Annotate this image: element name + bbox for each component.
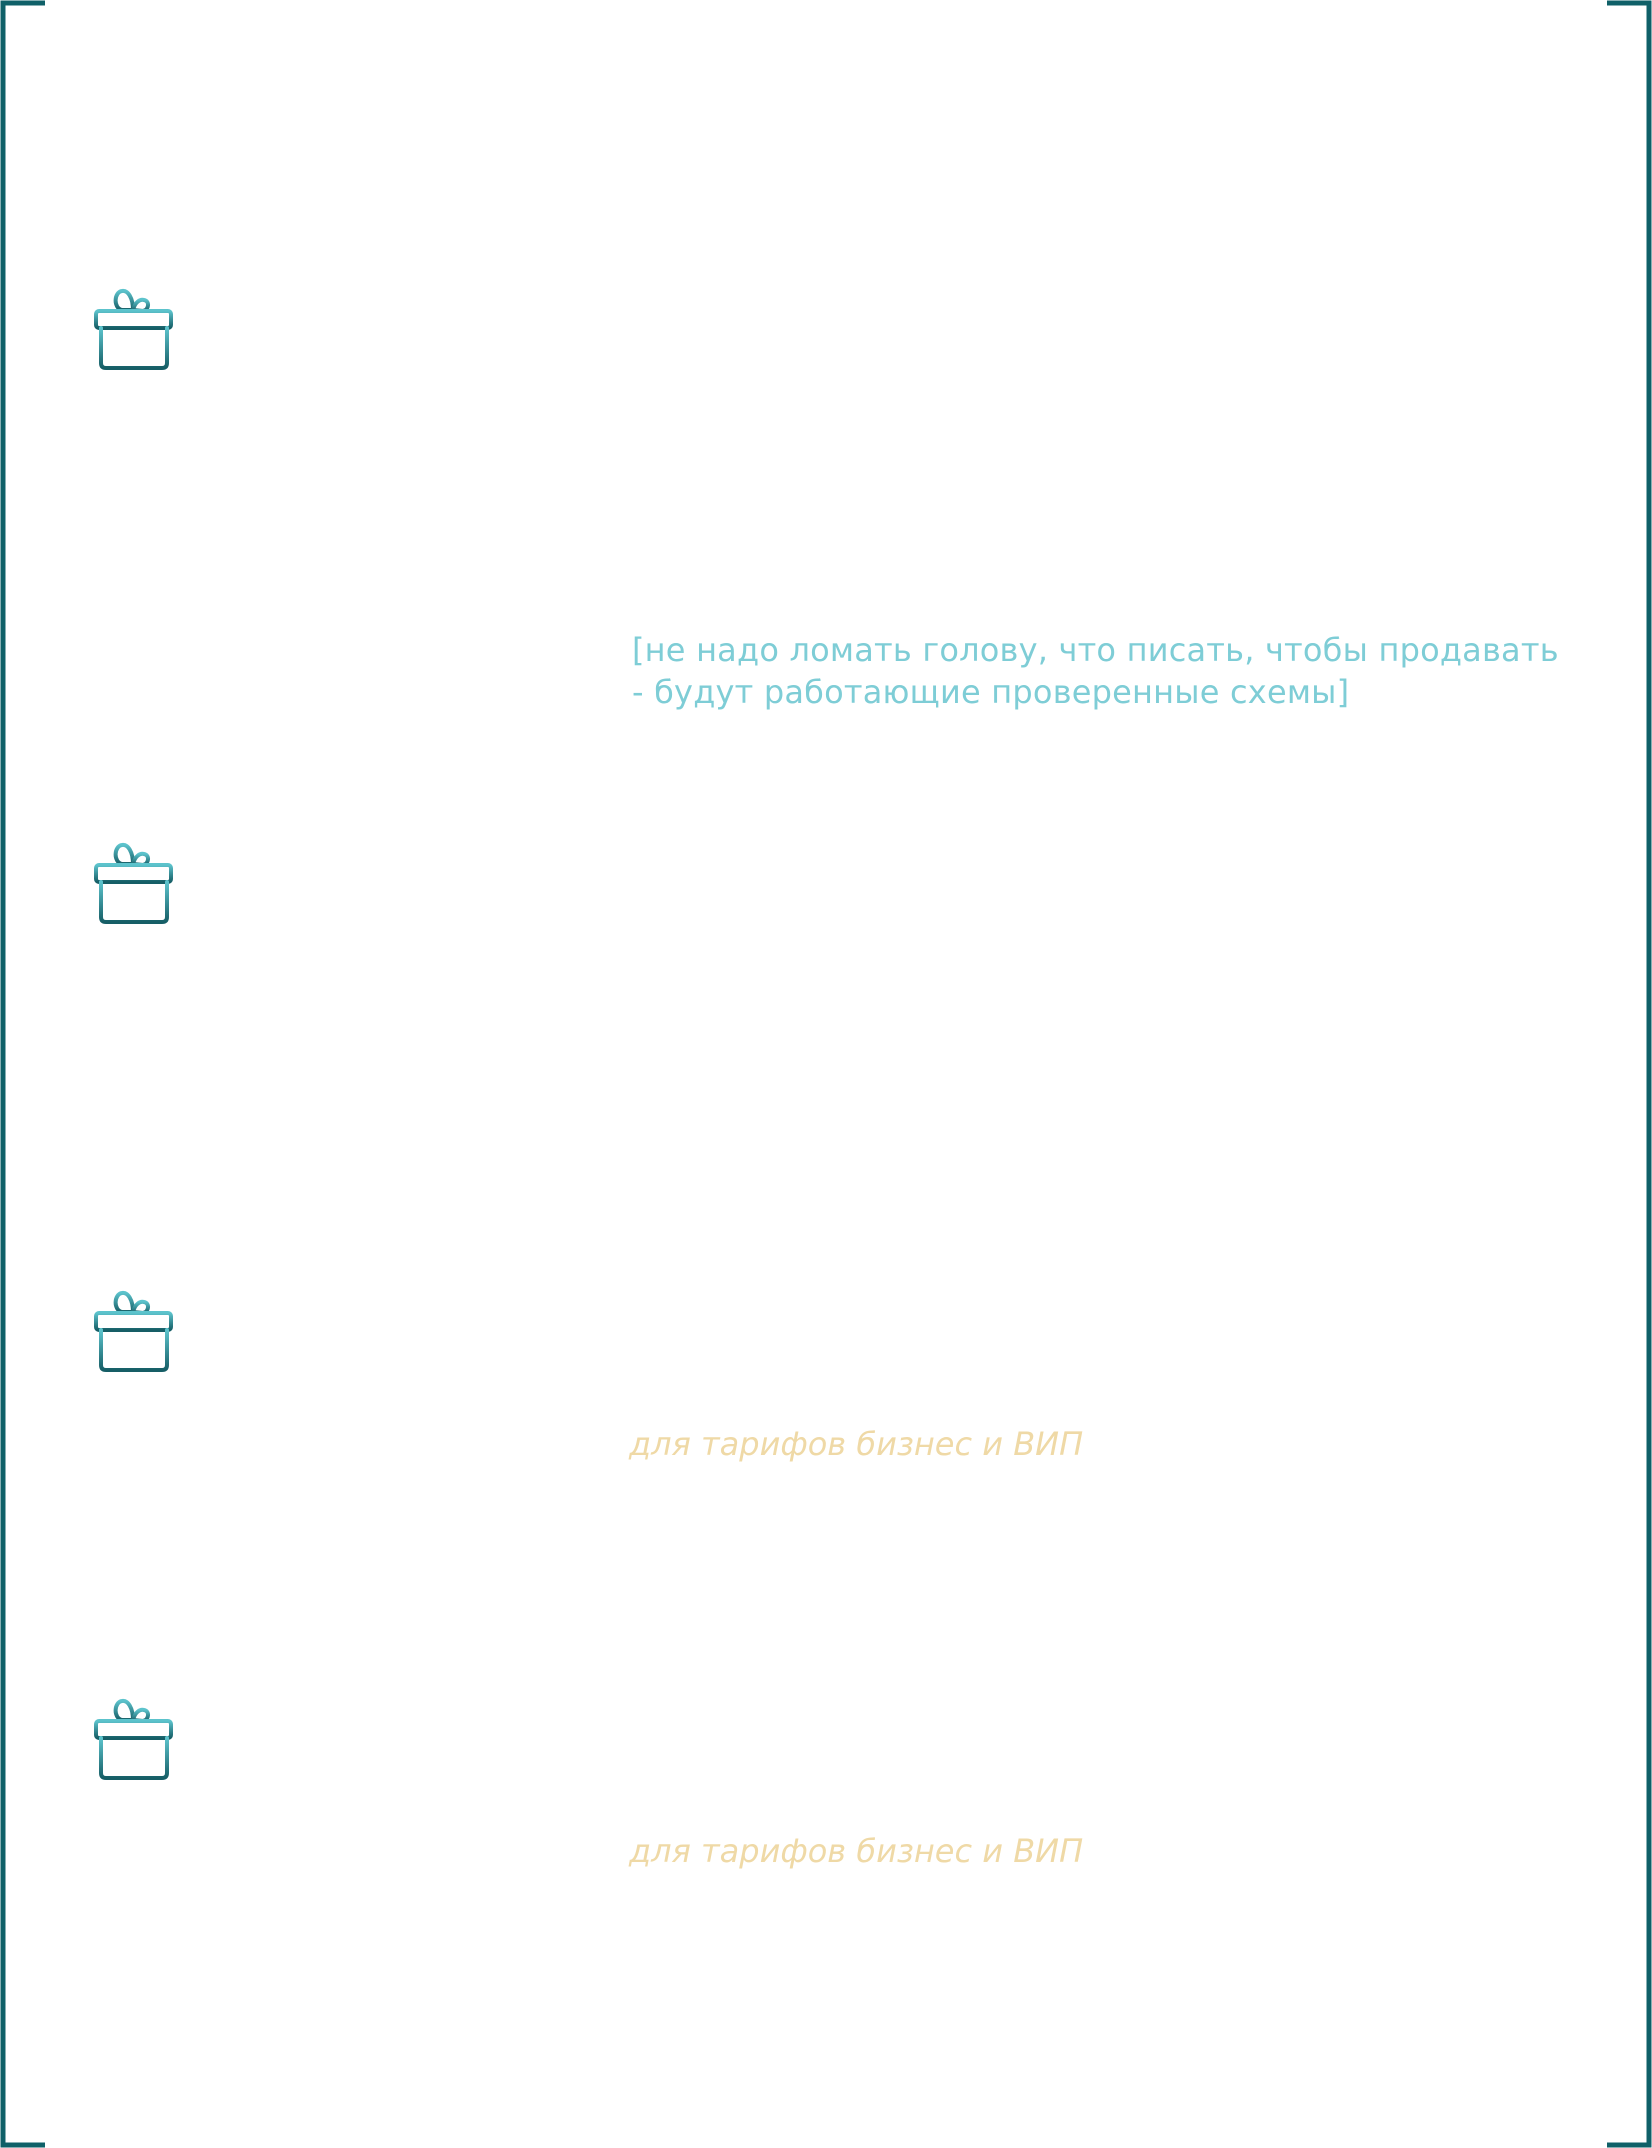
bonus-note — [632, 629, 1559, 713]
tariff-note: для тарифов бизнес и ВИП — [629, 1425, 1084, 1463]
bonus-note-line: - будут работающие проверенные схемы] — [632, 673, 1350, 711]
gift-icon — [93, 1288, 175, 1374]
tariff-note: для тарифов бизнес и ВИП — [629, 1832, 1084, 1870]
gift-icon — [93, 840, 175, 926]
gift-icon — [93, 286, 175, 372]
bonus-note-line: [не надо ломать голову, что писать, чтобы продавать — [632, 631, 1559, 669]
gift-icon — [93, 1696, 175, 1782]
